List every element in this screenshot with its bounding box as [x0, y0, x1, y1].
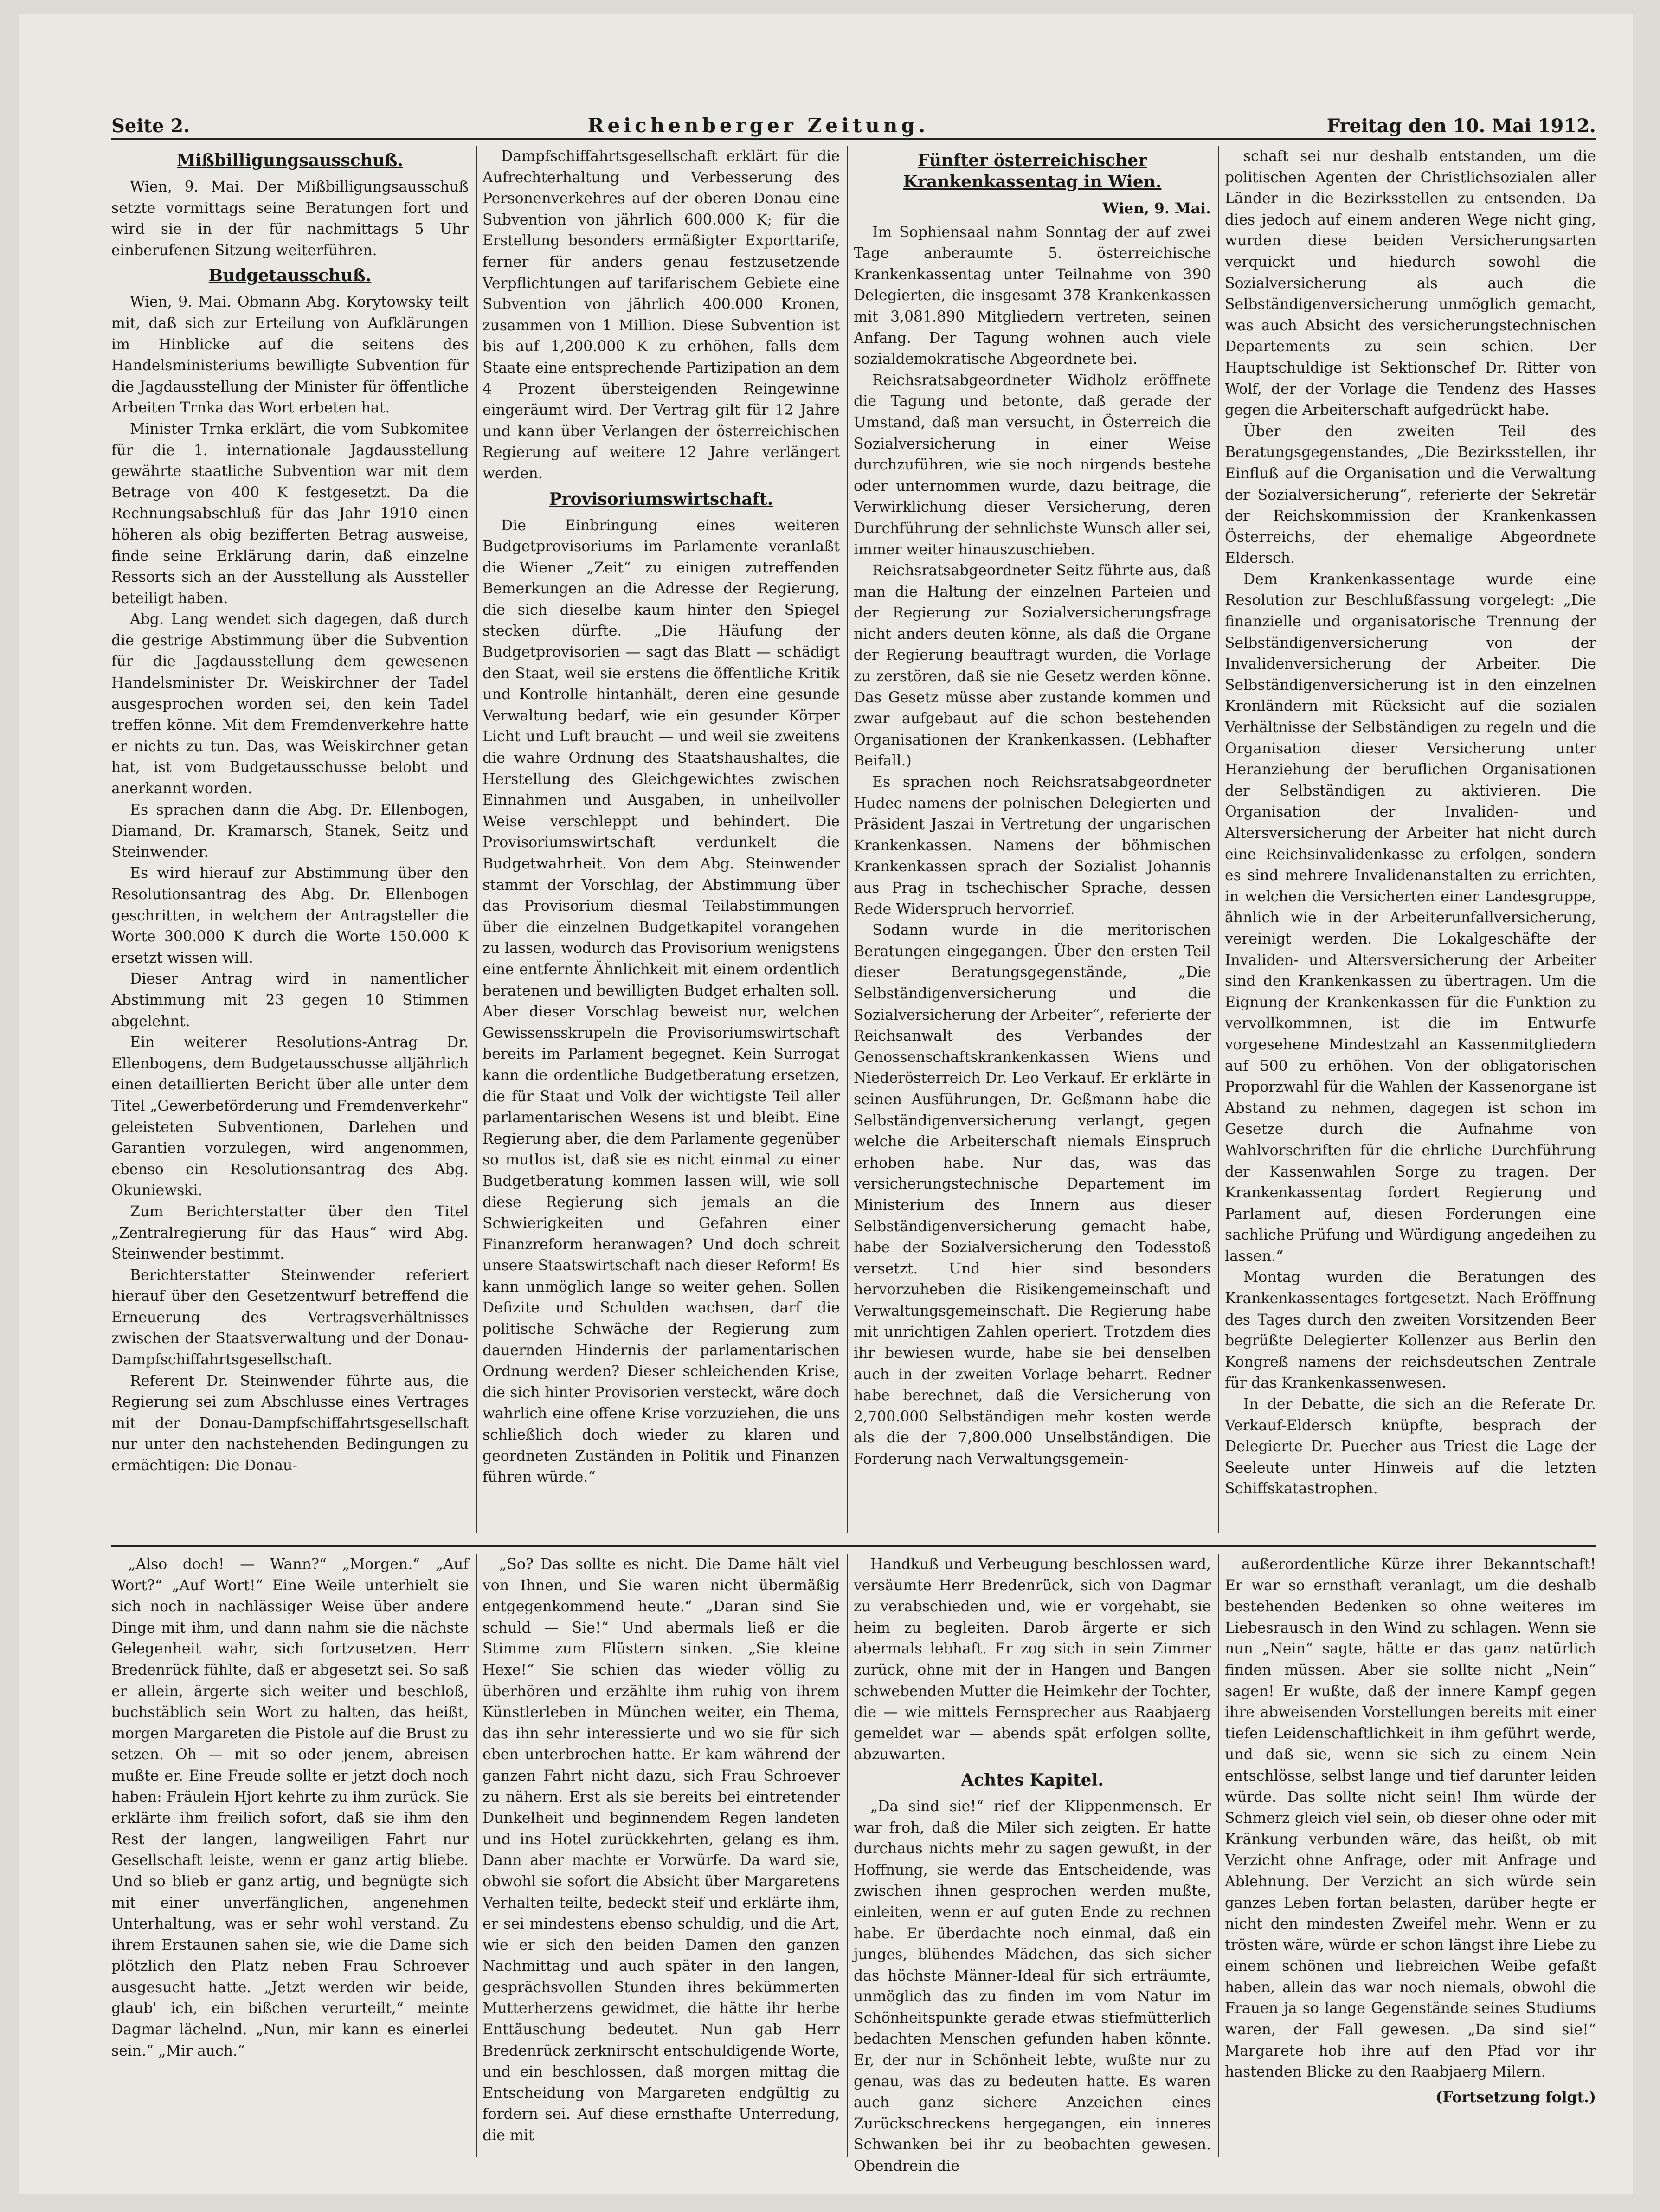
feuilleton-column-1	[111, 1554, 469, 2157]
paragraph: Zum Berichterstatter über den Titel „Zentralregierung für das Haus“ wird Abg. Steinwender bestimmt.	[111, 1203, 469, 1263]
column-divider	[1218, 1554, 1219, 2157]
paragraph: Reichsratsabgeordneter Widholz eröffnete die Tagung und betonte, daß gerade der Umstand, daß man versucht, in Österreich die Sozialversicherung in einer Weise durchzuführen, wie sie noch nirgends bestehe oder unternommen wurde, dazu beitrage, die Verwirklichung dieser Versicherung, deren Durchführung der sehnlichste Wunsch aller sei, immer weiter hinauszuschieben.	[854, 372, 1211, 558]
paragraph: Die Einbringung eines weiteren Budgetprovisoriums im Parlamente veranlaßt die Wiener „Zeit“ zu einigen zutreffenden Bemerkungen an die Adresse der Regierung, die sich dieselbe kaum hinter den Spiegel stecken dürfte. „Die Häufung der Budgetprovisorien — sagt das Blatt — schädigt den Staat, weil sie erstens die öffentliche Kritik und Kontrolle hintanhält, deren eine gesunde Verwaltung bedarf, wie ein gesunder Körper Licht und Luft braucht — und weil sie zweitens die wahre Ordnung des Staatshaushaltes, die Herstellung des Gleichgewichtes zwischen Einnahmen und Ausgaben, in unheilvoller Weise verschleppt und behindert. Die Provisoriumswirtschaft verdunkelt die Budgetwahrheit. Von dem Abg. Steinwender stammt der Vorschlag, der Abstimmung über das Provisorium diesmal Teilabstimmungen über die einzelnen Budgetkapitel vorangehen zu lassen, wodurch das Provisorium wenigstens eine entfernte Ähnlichkeit mit einem ordentlich beratenen und bewilligten Budget erhalten soll. Aber dieser Vorschlag beweist nur, welchen Gewissensskrupeln die Provisoriumswirtschaft bereits im Parlament begegnet. Kein Surrogat kann die ordentliche Budgetberatung ersetzen, die für Staat und Volk der wichtigste Teil aller parlamentarischen Wesens ist und bleibt. Eine Regierung aber, die dem Parlamente gegenüber so mutlos ist, daß sie es nicht einmal zu einer Budgetberatung kommen lassen will, wie soll diese Regierung sich jemals an die Schwierigkeiten und Gefahren einer Finanzreform heranwagen? Und doch schreit unsere Staatswirtschaft nach dieser Reform! Es kann unmöglich lange so weiter gehen. Sollen Defizite und Schulden wachsen, darf die politische Schwäche der Regierung zum dauernden Hindernis der parlamentarischen Ordnung werden? Dieser schleichenden Krise, die sich hinter Provisorien versteckt, wäre doch wahrlich eine offene Krise vorzuziehen, die uns schließlich doch wieder zu klaren und geordneten Zuständen in Politik und Finanzen führen würde.“	[483, 517, 840, 1486]
chapter-heading: Achtes Kapitel.	[961, 1770, 1104, 1790]
paragraph: Wien, 9. Mai. Der Mißbilligungsausschuß setzte vormittags seine Beratungen fort und wird sie in der für nachmittags 5 Uhr einberufenen Sitzung weiterführen.	[111, 179, 469, 259]
column-2	[483, 146, 840, 1531]
continuation-note: (Fortsetzung folgt.)	[1435, 2088, 1596, 2106]
paragraph: Es sprachen dann die Abg. Dr. Ellenbogen, Diamand, Dr. Kramarsch, Stanek, Seitz und Steinwender.	[111, 801, 469, 861]
paragraph: „So? Das sollte es nicht. Die Dame hält viel von Ihnen, und Sie waren nicht übermäßig entgegenkommend heute.“ „Daran sind Sie schuld — Sie!“ Und abermals ließ er die Stimme zum Flüstern sinken. „Sie kleine Hexe!“ Sie schien das wieder völlig zu überhören und erzählte ihm ruhig von ihrem Künstlerleben in München weiter, ein Thema, das ihn sehr interessierte und wo sie für sich eben unterbrochen hatte. Er kam während der ganzen Fahrt nicht dazu, sich Frau Schroever zu nähern. Erst als sie bereits bei eintretender Dunkelheit und beginnendem Regen landeten und ins Hotel zurückkehrten, gelang es ihm. Dann aber machte er Vorwürfe. Da ward sie, obwohl sie sofort die Absicht über Margaretens Verhalten teilte, bedeckt steif und erklärte ihm, er sei mindestens ebenso schuldig, und die Art, wie er sich den beiden Damen den ganzen Nachmittag und auch später in den langen, gesprächsvollen Stunden ihres bekümmerten Mutterherzens gewidmet, die hätte ihr herbe Enttäuschung bedeutet. Nun gab Herr Bredenrück zerknirscht entschuldigende Worte, und ein beschlossen, daß morgen mittag die Entscheidung von Margareten endgültig zu fordern sei. Auf diese ernsthafte Unterredung, die mit	[483, 1556, 840, 2144]
column-1	[111, 146, 469, 1531]
paragraph: Im Sophiensaal nahm Sonntag der auf zwei Tage anberaumte 5. österreichische Krankenkassentag unter Teilnahme von 390 Delegierten, die insgesamt 378 Krankenkassen mit 3,081.890 Mitgliedern vertreten, seinen Anfang. Der Tagung wohnen auch viele sozialdemokratische Abgeordnete bei.	[854, 224, 1211, 368]
section-heading: Fünfter österreichischer Krankenkassentag in Wien.	[903, 151, 1162, 192]
paragraph: Ein weiterer Resolutions-Antrag Dr. Ellenbogens, dem Budgetausschusse alljährlich einen detaillierten Bericht über alle unter dem Titel „Gewerbeförderung und Fremdenverkehr“ geleisteten Subventionen, Darlehen und Garantien vorzulegen, wird angenommen, ebenso ein Resolutionsantrag des Abg. Okuniewski.	[111, 1034, 469, 1199]
paragraph: schaft sei nur deshalb entstanden, um die politischen Agenten der Christlichsozialen aller Länder in die Bezirksstellen zu entsenden. Da dies jedoch auf einem anderen Wege nicht ging, wurden diese beiden Versicherungsarten verquickt und hiedurch sowohl die Sozialversicherung als auch die Selbständigenversicherung unmöglich gemacht, was auch Absicht des versicherungstechnischen Departements zu sein schien. Der Hauptschuldige ist Sektionschef Dr. Ritter von Wolf, der der Vorlage die Tendenz des Hasses gegen die Arbeiterschaft aufgedrückt habe.	[1225, 148, 1596, 419]
paragraph: Minister Trnka erklärt, die vom Subkomitee für die 1. internationale Jagdausstellung gewährte staatliche Subvention war mit dem Betrage von 400 K festgesetzt. Da die Rechnungsabschluß für das Jahr 1910 einen höheren als obig bezifferten Betrag ausweise, finde seine Erklärung darin, daß einzelne Ressorts sich an der Ausstellung als Aussteller beteiligt haben.	[111, 420, 469, 607]
paragraph: Referent Dr. Steinwender führte aus, die Regierung sei zum Abschlusse eines Vertrages mit der Donau-Dampfschiffahrtsgesellschaft nur unter den nachstehenden Bedingungen zu ermächtigen: Die Donau-	[111, 1372, 469, 1474]
paragraph: Dampfschiffahrtsgesellschaft erklärt für die Aufrechterhaltung und Verbesserung des Personenverkehres auf der oberen Donau eine Subvention von jährlich 600.000 K; für die Erstellung besonders ermäßigter Exporttarife, ferner für anders genau festzusetzende Verpflichtungen auf tarifarischem Gebiete eine Subvention von jährlich 400.000 Kronen, zusammen von 1 Million. Diese Subvention ist bis auf 1,200.000 K zu erhöhen, falls dem Staate eine entsprechende Partizipation an dem 4 Prozent übersteigenden Reingewinne eingeräumt wird. Der Vertrag gilt für 12 Jahre und kann über Verlangen der österreichischen Regierung auf weitere 12 Jahre verlängert werden.	[483, 148, 840, 482]
masthead: Reichenberger Zeitung.	[587, 114, 929, 137]
section-heading: Provisoriumswirtschaft.	[549, 489, 773, 509]
section-heading: Budgetausschuß.	[208, 266, 372, 286]
section-heading: Mißbilligungsausschuß.	[177, 151, 403, 170]
paragraph: Abg. Lang wendet sich dagegen, daß durch die gestrige Abstimmung über die Subvention für die Jagdausstellung dem gewesenen Handelsminister Dr. Weiskirchner der Tadel ausgesprochen worden sei, den kein Tadel treffen könne. Mit dem Fremdenverkehre hatte er nichts zu tun. Das, was Weiskirchner getan hat, ist vom Budgetausschusse belobt und anerkannt worden.	[111, 611, 469, 797]
paragraph: Es sprachen noch Reichsratsabgeordneter Hudec namens der polnischen Delegierten und Präsident Jaszai in Vertretung der ungarischen Krankenkassen. Namens der böhmischen Krankenkassen sprach der Sozialist Johannis aus Prag in tschechischer Sprache, dessen Rede Widerspruch hervorrief.	[854, 774, 1211, 918]
feuilleton-rule	[111, 1545, 1596, 1547]
paragraph: Dem Krankenkassentage wurde eine Resolution zur Beschlußfassung vorgelegt: „Die finanzielle und organisatorische Trennung der Selbständigenversicherung von der Invalidenversicherung der Arbeiter. Die Selbständigenversicherung ist in den einzelnen Kronländern mit Rücksicht auf die sozialen Verhältnisse der Selbständigen zu regeln und die Organisation dieser Versicherung unter Heranziehung der beruflichen Organisationen der Selbständigen zu aktivieren. Die Organisation der Invaliden- und Altersversicherung der Arbeiter hat nicht durch eine Reichsinvalidenkasse zu erfolgen, sondern es sind mehrere Invalidenanstalten zu errichten, in welchen die Versicherten einer Landesgruppe, ähnlich wie in der Arbeiterunfallversicherung, vereinigt werden. Die Lokalgeschäfte der Invaliden- und Altersversicherung der Arbeiter sind den Krankenkassen zu übertragen. Um die Eignung der Krankenkassen für die Funktion zu vervollkommnen, ist die im Entwurfe vorgesehene Mindestzahl an Kassenmitgliedern auf 500 zu erhöhen. Von der obligatorischen Proporzwahl für die Wahlen der Kassenorgane ist Abstand zu nehmen, dagegen ist schon im Gesetze durch die Aufnahme von Wahlvorschriften für die ehrliche Durchführung der Kassenwahlen Sorge zu tragen. Der Krankenkassentag fordert Regierung und Parlament auf, diesen Forderungen eine sachliche Prüfung und Würdigung angedeihen zu lassen.“	[1225, 571, 1596, 1265]
paragraph: Handkuß und Verbeugung beschlossen ward, versäumte Herr Bredenrück, sich von Dagmar zu verabschieden und, wie er vorgehabt, sie heim zu begleiten. Darob ärgerte er sich abermals lebhaft. Er zog sich in sein Zimmer zurück, ohne mit der in Hangen und Bangen schwebenden Mutter die Heimkehr der Tochter, die — wie mittels Fernsprecher aus Raabjaerg gemeldet war — abends spät erfolgen sollte, abzuwarten.	[854, 1556, 1211, 1763]
feuilleton-column-4	[1225, 1554, 1596, 2157]
column-3	[854, 146, 1211, 1531]
paragraph: „Da sind sie!“ rief der Klippenmensch. Er war froh, daß die Miler sich zeigten. Er hatte durchaus nichts mehr zu sagen gewußt, in der Hoffnung, sie werde das Entscheidende, was zwischen ihnen gesprochen werden mußte, einleiten, wenn er auf guten Ende zu rechnen habe. Er überdachte noch einmal, daß ein junges, blühendes Mädchen, das sich sicher das höchste Männer-Ideal für sich erträumte, unmöglich das zu finden im vom Natur im Schönheitspunkte gerade etwas stiefmütterlich bedachten Menschen gefunden haben könnte. Er, der nur in Schönheit lebte, wußte nur zu genau, was das zu bedeuten hatte. Es waren auch ganz sichere Anzeichen eines Zurückschreckens hergegangen, ein inneres Schwanken bei ihr zu beobachten gewesen. Obendrein die	[854, 1798, 1211, 2175]
dateline: Wien, 9. Mai.	[1102, 200, 1211, 217]
paragraph: außerordentliche Kürze ihrer Bekanntschaft! Er war so ernsthaft veranlagt, um die deshalb bestehenden Bedenken so ohne weiteres im Liebesrausch in den Wind zu schlagen. Wenn sie nun „Nein“ sagte, hätte er das ganz natürlich finden müssen. Aber sie sollte nicht „Nein“ sagen! Er wußte, daß der innere Kampf gegen ihre abweisenden Vorstellungen bereits mit einer tiefen Leidenschaftlichkeit in ihm geführt werde, und daß sie, wenn sie sich zu einem Nein entschlösse, selbst lange und tief darunter leiden würde. Das sollte nicht sein! Ihm würde der Schmerz gleich viel sein, ob dieser ohne oder mit Kränkung verbunden wäre, das heißt, ob mit Verzicht ohne Anfrage, oder mit Anfrage und Ablehnung. Der Verzicht an sich würde sein ganzes Leben fortan belasten, darüber hegte er nicht den mindesten Zweifel mehr. Wenn er zu trösten wäre, würde er schon längst ihre Liebe zu einem schönen und liebreichen Weibe gefaßt haben, allein das war noch niemals, obwohl die Frauen ja so lange Gegenstände seines Studiums waren, der Fall gewesen. „Da sind sie!“ Margarete hob ihre auf den Pfad vor ihr hastenden Blicke zu den Raabjaerg Milern.	[1225, 1556, 1596, 2081]
feuilleton-column-2	[483, 1554, 840, 2157]
paragraph: Sodann wurde in die meritorischen Beratungen eingegangen. Über den ersten Teil dieser Beratungsgegenstände, „Die Selbständigenversicherung und die Sozialversicherung der Arbeiter“, referierte der Reichsanwalt des Verbandes der Genossenschaftskrankenkassen Wiens und Niederösterreich Dr. Leo Verkauf. Er erklärte in seinen Ausführungen, Dr. Geßmann habe die Selbständigenversicherung verlangt, gegen welche die Arbeiterschaft niemals Einspruch erhoben habe. Nur das, was das versicherungstechnische Departement im Ministerium des Innern aus dieser Selbständigenversicherung gemacht habe, habe der Sozialversicherung den Todesstoß versetzt. Und hier sind besonders hervorzuheben die Risikengemeinschaft und Verwaltungsgemeinschaft. Die Regierung habe mit unrichtigen Zahlen operiert. Trotzdem dies ihr bewiesen wurde, habe sie bei denselben auch in der zweiten Vorlage beharrt. Redner habe berechnet, daß die Versicherung von 2,700.000 Selbständigen mehr kosten werde als die der 7,800.000 Unselbständigen. Die Forderung nach Verwaltungsgemein-	[854, 922, 1211, 1468]
paragraph: Dieser Antrag wird in namentlicher Abstimmung mit 23 gegen 10 Stimmen abgelehnt.	[111, 971, 469, 1030]
column-divider	[1218, 146, 1219, 1533]
page-header	[111, 100, 1596, 137]
column-4	[1225, 146, 1596, 1531]
page-number: Seite 2.	[111, 115, 190, 137]
paragraph: „Also doch! — Wann?“ „Morgen.“ „Auf Wort?“ „Auf Wort!“ Eine Weile unterhielt sie sich noch in nachlässiger Weise über andere Dinge mit ihm, und dann nahm sie die nächste Gelegenheit wahr, sich fortzusetzen. Herr Bredenrück fühlte, daß er abgesetzt sei. So saß er allein, ärgerte sich weiter und beschloß, buchstäblich sein Wort zu halten, das heißt, morgen Margareten die Pistole auf die Brust zu setzen. Oh — mit so oder jenem, abreisen mußte er. Eine Freude sollte er jetzt doch noch haben: Fräulein Hjort kehrte zu ihm zurück. Sie erklärte ihm freilich sofort, daß sie ihm den Rest der langen, langweiligen Fahrt nur Gesellschaft leiste, wenn er ganz artig bliebe. Und so blieb er ganz artig, und begnügte sich mit einer unverfänglichen, angenehmen Unterhaltung, was er sehr wohl verstand. Zu ihrem Erstaunen sahen sie, wie die Dame sich plötzlich den Platz neben Frau Schroever ausgesucht hatte. „Jetzt werden wir beide, glaub' ich, ein bißchen verurteilt,“ meinte Dagmar lächelnd. „Nun, mir kann es einerlei sein.“ „Mir auch.“	[111, 1556, 469, 2059]
column-divider	[847, 1554, 848, 2157]
newspaper-page	[19, 14, 1633, 2194]
header-rule	[111, 138, 1596, 140]
paragraph: Montag wurden die Beratungen des Krankenkassentages fortgesetzt. Nach Eröffnung des Tages durch den zweiten Vorsitzenden Beer begrüßte Delegierter Kollenzer aus Berlin den Kongreß namens der reichsdeutschen Zentrale für das Krankenkassenwesen.	[1225, 1269, 1596, 1392]
paragraph: Es wird hierauf zur Abstimmung über den Resolutionsantrag des Abg. Dr. Ellenbogen geschritten, in welchem der Antragsteller die Worte 300.000 K durch die Worte 150.000 K ersetzt wissen will.	[111, 865, 469, 966]
paragraph: Reichsratsabgeordneter Seitz führte aus, daß man die Haltung der einzelnen Parteien und der Regierung zur Sozialversicherungsfrage nicht anders deuten könne, als daß die Organe der Regierung beauftragt wurden, die Vorlage zu zerstören, daß sie nie Gesetz werden könne. Das Gesetz müsse aber zustande kommen und zwar aufgebaut auf die schon bestehenden Organisationen der Krankenkassen. (Lebhafter Beifall.)	[854, 562, 1211, 770]
paragraph: Wien, 9. Mai. Obmann Abg. Korytowsky teilt mit, daß sich zur Erteilung von Aufklärungen im Hinblicke auf die seitens des Handelsministeriums bewilligte Subvention für die Jagdausstellung der Minister für öffentliche Arbeiten Trnka das Wort erbeten hat.	[111, 294, 469, 417]
paragraph: Berichterstatter Steinwender referiert hierauf über den Gesetzentwurf betreffend die Erneuerung des Vertragsverhältnisses zwischen der Staatsverwaltung und der Donau-Dampfschiffahrtsgesellschaft.	[111, 1267, 469, 1369]
column-divider	[476, 146, 477, 1533]
column-divider	[476, 1554, 477, 2157]
column-divider	[847, 146, 848, 1533]
feuilleton-column-3	[854, 1554, 1211, 2175]
paragraph: In der Debatte, die sich an die Referate Dr. Verkauf-Eldersch knüpfte, besprach der Delegierte Dr. Puecher aus Triest die Lage der Seeleute unter Hinweis auf die letzten Schiffskatastrophen.	[1225, 1396, 1596, 1498]
paragraph: Über den zweiten Teil des Beratungsgegenstandes, „Die Bezirksstellen, ihr Einfluß auf die Organisation und die Verwaltung der Sozialversicherung“, referierte der Sekretär der Reichskommission der Krankenkassen Österreichs, der ehemalige Abgeordnete Eldersch.	[1225, 423, 1596, 567]
issue-date: Freitag den 10. Mai 1912.	[1326, 115, 1596, 137]
